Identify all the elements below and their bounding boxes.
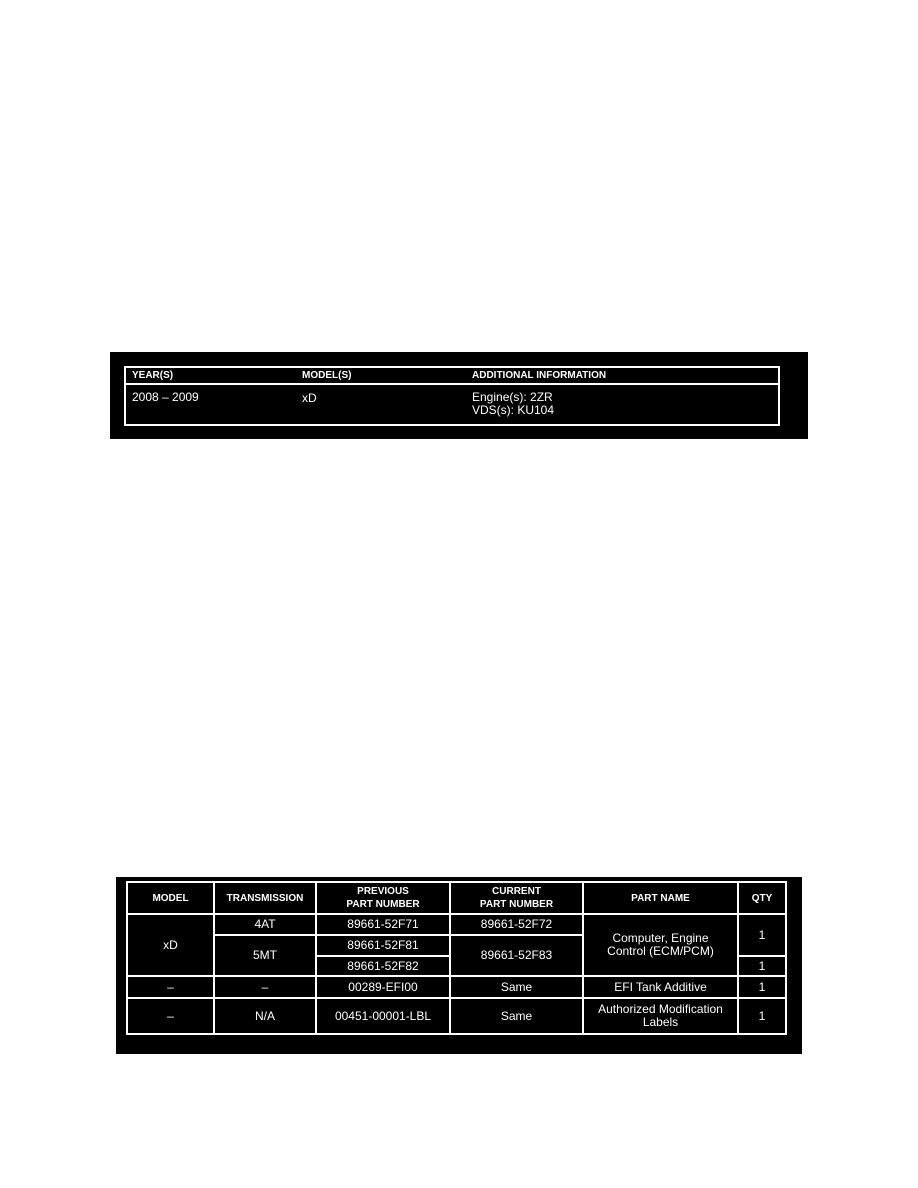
cell-model-xd: xD	[127, 914, 214, 976]
header-previous-part-number	[316, 882, 450, 914]
part-name-ecm-line1: Computer, Engine	[612, 931, 709, 945]
parts-table-panel	[116, 877, 802, 1054]
part-name-labels-line2: Labels	[642, 1015, 679, 1029]
header-current-part-number	[450, 882, 583, 914]
engine-info: Engine(s): 2ZR	[472, 390, 553, 404]
cell-qty-additive: 1	[738, 976, 786, 998]
cell-previous-4at: 89661-52F71	[316, 914, 450, 935]
header-part-name: PART NAME	[583, 882, 738, 914]
header-current-line1: CURRENT	[492, 886, 541, 897]
cell-transmission-5mt: 5MT	[214, 935, 316, 976]
cell-current-labels: Same	[450, 998, 583, 1034]
cell-qty-ecm-a: 1	[738, 914, 786, 956]
cell-additional-information	[472, 391, 554, 417]
cell-years: 2008 – 2009	[132, 390, 199, 404]
cell-model: xD	[302, 391, 317, 405]
parts-header-row	[127, 882, 786, 914]
parts-table	[126, 881, 787, 1035]
header-models: MODEL(S)	[302, 370, 352, 381]
cell-transmission-labels: N/A	[214, 998, 316, 1034]
cell-model-labels: –	[127, 998, 214, 1034]
part-name-ecm-line2: Control (ECM/PCM)	[607, 944, 714, 958]
cell-model-additive: –	[127, 976, 214, 998]
cell-part-name-additive: EFI Tank Additive	[583, 976, 738, 998]
applicability-header-row	[126, 368, 778, 385]
cell-qty-labels: 1	[738, 998, 786, 1034]
applicability-row	[126, 385, 778, 426]
cell-part-name-labels	[583, 998, 738, 1034]
cell-part-name-ecm	[583, 914, 738, 976]
applicability-table	[110, 352, 808, 439]
vds-info: VDS(s): KU104	[472, 403, 555, 417]
applicability-frame	[124, 366, 780, 426]
table-row	[127, 998, 786, 1034]
header-transmission: TRANSMISSION	[214, 882, 316, 914]
header-additional-information: ADDITIONAL INFORMATION	[472, 370, 607, 381]
header-years: YEAR(S)	[132, 370, 174, 381]
header-previous-line2: PART NUMBER	[346, 899, 420, 910]
cell-previous-5mt-b: 89661-52F82	[316, 956, 450, 976]
header-current-line2: PART NUMBER	[479, 899, 554, 910]
header-previous-line1: PREVIOUS	[357, 886, 409, 897]
table-row	[127, 976, 786, 998]
cell-previous-5mt-a: 89661-52F81	[316, 935, 450, 956]
cell-current-additive: Same	[450, 976, 583, 998]
cell-current-5mt: 89661-52F83	[450, 935, 583, 976]
cell-previous-labels: 00451-00001-LBL	[316, 998, 450, 1034]
cell-previous-additive: 00289-EFI00	[316, 976, 450, 998]
part-name-labels-line1: Authorized Modification	[598, 1002, 723, 1016]
cell-transmission-4at: 4AT	[214, 914, 316, 935]
header-model: MODEL	[127, 882, 214, 914]
cell-current-4at: 89661-52F72	[450, 914, 583, 935]
header-qty: QTY	[738, 882, 786, 914]
cell-transmission-additive: –	[214, 976, 316, 998]
cell-qty-ecm-b: 1	[738, 956, 786, 976]
table-row	[127, 914, 786, 935]
